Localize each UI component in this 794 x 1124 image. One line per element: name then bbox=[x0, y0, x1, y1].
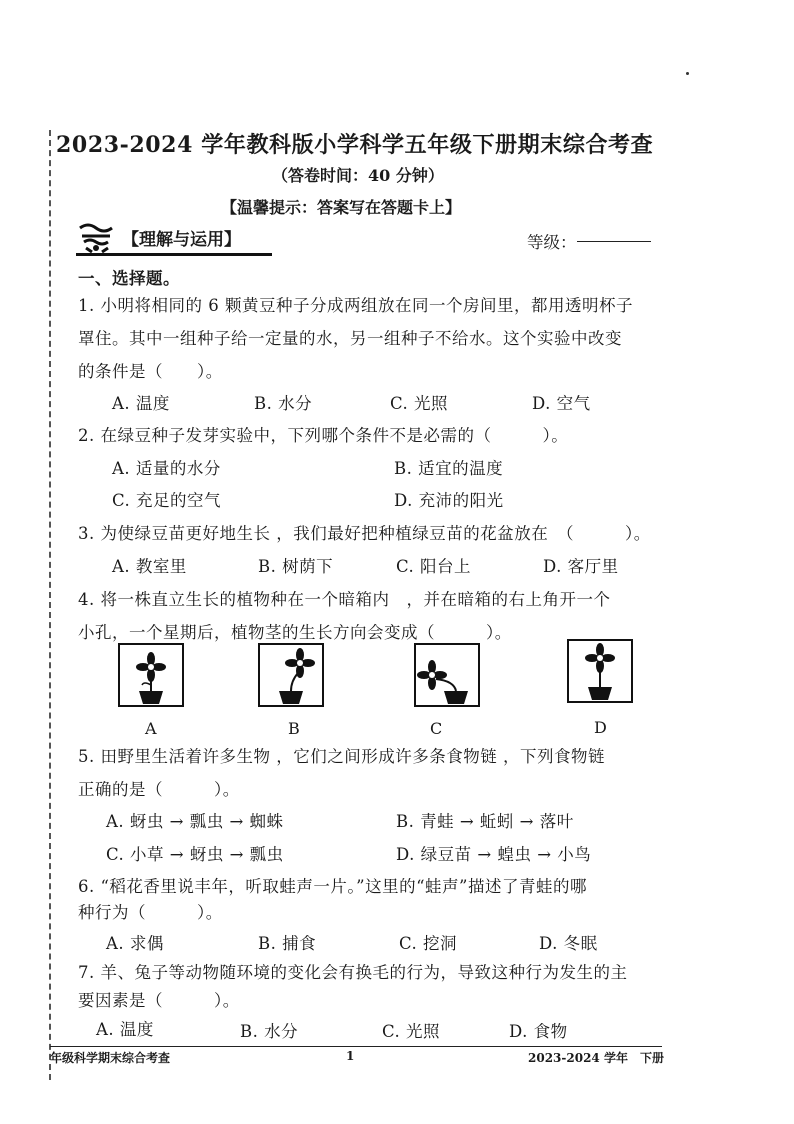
section-decoration-icon bbox=[76, 222, 118, 254]
part-heading: 一、选择题。 bbox=[78, 269, 180, 288]
question-6-option-d: D. 冬眠 bbox=[539, 934, 598, 953]
question-7-line-2: 要因素是（ ）。 bbox=[78, 991, 240, 1010]
question-1-option-a: A. 温度 bbox=[112, 394, 170, 413]
section-underline bbox=[76, 253, 272, 256]
footer-rule bbox=[50, 1046, 662, 1047]
question-2-option-a: A. 适量的水分 bbox=[112, 459, 221, 478]
question-5-option-b: B. 青蛙 → 蚯蚓 → 落叶 bbox=[396, 812, 574, 831]
question-3-option-b: B. 树荫下 bbox=[258, 557, 334, 576]
footer-left: 年级科学期末综合考查 bbox=[50, 1051, 171, 1065]
question-6-option-c: C. 挖洞 bbox=[399, 934, 458, 953]
question-7-option-c: C. 光照 bbox=[382, 1022, 441, 1041]
question-2-option-d: D. 充沛的阳光 bbox=[394, 491, 504, 510]
question-5-option-a: A. 蚜虫 → 瓢虫 → 蜘蛛 bbox=[106, 812, 284, 831]
figure-d-label: D bbox=[594, 718, 607, 737]
footer-right: 2023-2024 学年 下册 bbox=[528, 1051, 664, 1065]
question-7-line-1: 7. 羊、兔子等动物随环境的变化会有换毛的行为，导致这种行为发生的主 bbox=[78, 963, 628, 982]
grade-label: 等级： bbox=[527, 233, 577, 252]
plant-tall-upright-icon bbox=[569, 641, 631, 701]
question-6-line-1: 6. “稻花香里说丰年，听取蛙声一片。”这里的“蛙声”描述了青蛙的哪 bbox=[78, 877, 587, 896]
question-7-option-d: D. 食物 bbox=[509, 1022, 568, 1041]
figure-b-dark-box bbox=[258, 643, 324, 707]
figure-b-label: B bbox=[288, 719, 300, 738]
plant-bent-right-icon bbox=[260, 645, 322, 705]
plant-upright-icon bbox=[120, 645, 182, 705]
question-5-line-2: 正确的是（ ）。 bbox=[78, 780, 240, 799]
question-1-option-d: D. 空气 bbox=[532, 394, 591, 413]
scan-speck bbox=[686, 72, 689, 75]
question-3-line-1: 3. 为使绿豆苗更好地生长 ，我们最好把种植绿豆苗的花盆放在 （ ）。 bbox=[78, 524, 651, 543]
figure-d-dark-box bbox=[567, 639, 633, 703]
exam-duration: （答卷时间：40 分钟） bbox=[272, 166, 444, 185]
question-1-line-1: 1. 小明将相同的 6 颗黄豆种子分成两组放在同一个房间里，都用透明杯子 bbox=[78, 296, 633, 315]
question-6-option-a: A. 求偶 bbox=[106, 934, 164, 953]
plant-bent-left-icon bbox=[416, 645, 478, 705]
question-1-line-3: 的条件是（ ）。 bbox=[78, 362, 223, 381]
figure-c-label: C bbox=[430, 719, 443, 738]
section-title: 【理解与运用】 bbox=[122, 230, 241, 250]
question-3-option-c: C. 阳台上 bbox=[396, 557, 472, 576]
question-7-option-a: A. 温度 bbox=[96, 1020, 154, 1039]
figure-a-label: A bbox=[145, 719, 157, 738]
question-5-line-1: 5. 田野里生活着许多生物 ，它们之间形成许多条食物链 ，下列食物链 bbox=[78, 747, 605, 766]
question-1-option-c: C. 光照 bbox=[390, 394, 449, 413]
question-7-option-b: B. 水分 bbox=[240, 1022, 299, 1041]
question-2-line-1: 2. 在绿豆种子发芽实验中，下列哪个条件不是必需的（ ）。 bbox=[78, 426, 569, 445]
exam-title: 2023-2024 学年教科版小学科学五年级下册期末综合考查 bbox=[56, 132, 654, 158]
question-5-option-d: D. 绿豆苗 → 蝗虫 → 小鸟 bbox=[396, 845, 592, 864]
question-4-line-2: 小孔，一个星期后，植物茎的生长方向会变成（ ）。 bbox=[78, 623, 512, 642]
exam-tip: 【温馨提示：答案写在答题卡上】 bbox=[221, 198, 462, 217]
question-3-option-d: D. 客厅里 bbox=[543, 557, 619, 576]
page-number: 1 bbox=[346, 1049, 355, 1063]
grade-blank bbox=[577, 241, 651, 242]
question-2-option-b: B. 适宜的温度 bbox=[394, 459, 504, 478]
question-1-line-2: 罩住。其中一组种子给一定量的水，另一组种子不给水。这个实验中改变 bbox=[78, 329, 622, 348]
figure-c-dark-box bbox=[414, 643, 480, 707]
binding-margin-line bbox=[49, 130, 51, 1080]
question-2-option-c: C. 充足的空气 bbox=[112, 491, 222, 510]
question-6-option-b: B. 捕食 bbox=[258, 934, 317, 953]
section-header bbox=[76, 222, 272, 256]
question-4-line-1: 4. 将一株直立生长的植物种在一个暗箱内 ，并在暗箱的右上角开一个 bbox=[78, 590, 611, 609]
figure-a-dark-box bbox=[118, 643, 184, 707]
question-1-option-b: B. 水分 bbox=[254, 394, 313, 413]
question-5-option-c: C. 小草 → 蚜虫 → 瓢虫 bbox=[106, 845, 284, 864]
question-3-option-a: A. 教室里 bbox=[112, 557, 187, 576]
question-6-line-2: 种行为（ ）。 bbox=[78, 903, 223, 922]
